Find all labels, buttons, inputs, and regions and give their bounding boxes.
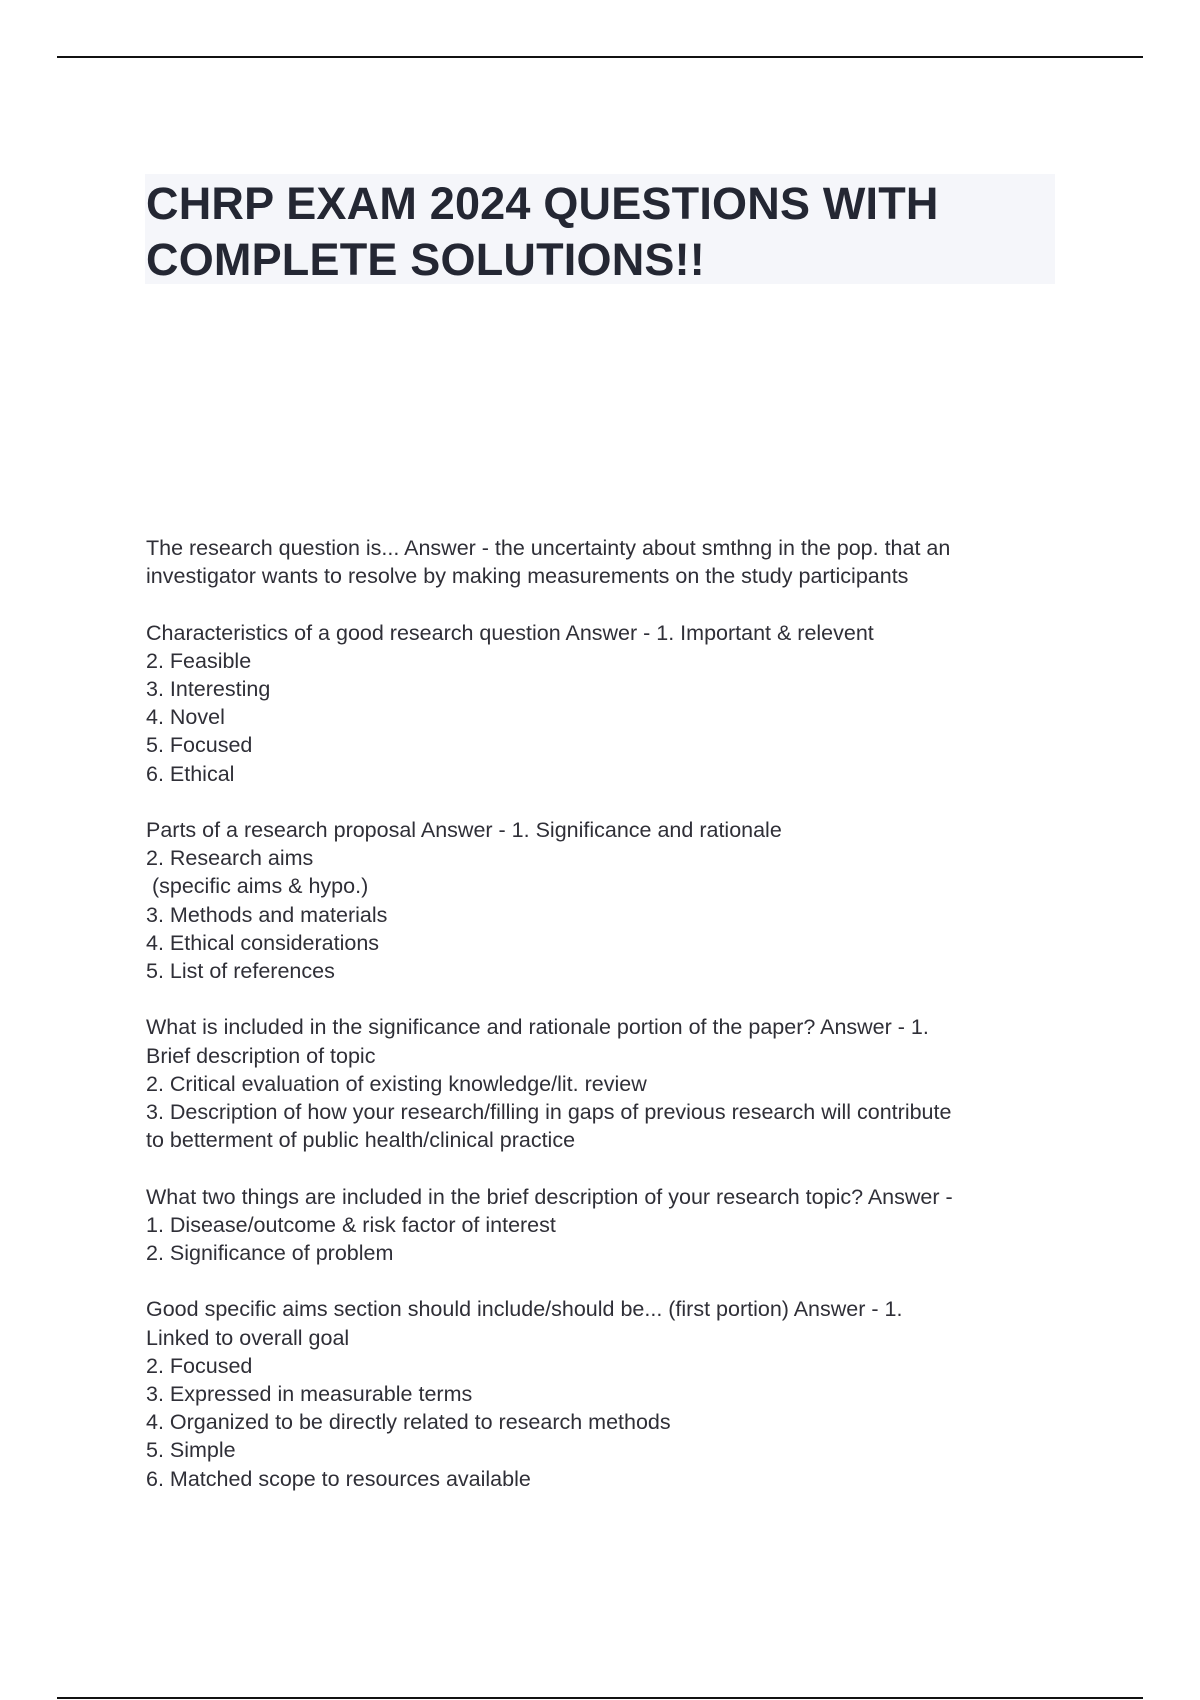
page-title bbox=[146, 176, 1051, 288]
qa-line: 3. Description of how your research/filling in gaps of previous research will contribute bbox=[146, 1100, 952, 1125]
bottom-divider bbox=[57, 1697, 1143, 1699]
title-line: CHRP EXAM 2024 QUESTIONS WITH bbox=[146, 178, 939, 229]
qa-line: 3. Interesting bbox=[146, 677, 271, 701]
qa-line: 5. List of references bbox=[146, 959, 335, 984]
qa-line: What two things are included in the brief description of your research topic? Answer - bbox=[146, 1184, 953, 1209]
qa-line: Brief description of topic bbox=[146, 1043, 376, 1068]
qa-line: Parts of a research proposal Answer - 1. Significance and rationale bbox=[146, 818, 782, 842]
qa-block-proposal-parts bbox=[146, 816, 1066, 985]
qa-line: (specific aims & hypo.) bbox=[146, 874, 369, 899]
qa-line: 5. Simple bbox=[146, 1438, 236, 1463]
qa-block-research-question bbox=[146, 534, 1066, 590]
title-line: COMPLETE SOLUTIONS!! bbox=[146, 234, 705, 285]
qa-line: 4. Ethical considerations bbox=[146, 930, 380, 955]
top-divider bbox=[57, 56, 1143, 58]
qa-line: 6. Ethical bbox=[146, 761, 235, 786]
qa-line: investigator wants to resolve by making measurements on the study participants bbox=[146, 564, 909, 589]
qa-line: 3. Methods and materials bbox=[146, 902, 388, 927]
qa-block-significance bbox=[146, 1013, 1066, 1154]
qa-line: 2. Focused bbox=[146, 1353, 253, 1378]
qa-line: Good specific aims section should include/should be... (first portion) Answer - 1. bbox=[146, 1297, 903, 1322]
qa-line: 2. Significance of problem bbox=[146, 1241, 394, 1266]
qa-line: 4. Novel bbox=[146, 705, 225, 730]
qa-line: The research question is... Answer - the uncertainty about smthng in the pop. that an bbox=[146, 536, 951, 560]
qa-line: Linked to overall goal bbox=[146, 1325, 350, 1350]
qa-line: 2. Research aims bbox=[146, 846, 314, 871]
qa-line: What is included in the significance and rationale portion of the paper? Answer - 1. bbox=[146, 1015, 929, 1040]
qa-line: 1. Disease/outcome & risk factor of interest bbox=[146, 1212, 556, 1237]
qa-content bbox=[146, 534, 1066, 1521]
qa-line: Characteristics of a good research question Answer - 1. Important & relevent bbox=[146, 620, 874, 645]
qa-line: to betterment of public health/clinical practice bbox=[146, 1128, 576, 1153]
qa-line: 3. Expressed in measurable terms bbox=[146, 1382, 473, 1407]
qa-line: 2. Critical evaluation of existing knowledge/lit. review bbox=[146, 1071, 647, 1096]
qa-line: 6. Matched scope to resources available bbox=[146, 1466, 531, 1491]
qa-line: 5. Focused bbox=[146, 733, 253, 758]
qa-block-specific-aims bbox=[146, 1295, 1066, 1492]
qa-block-good-question bbox=[146, 619, 1066, 788]
qa-block-topic-description bbox=[146, 1183, 1066, 1268]
qa-line: 2. Feasible bbox=[146, 648, 252, 673]
qa-line: 4. Organized to be directly related to research methods bbox=[146, 1410, 671, 1435]
